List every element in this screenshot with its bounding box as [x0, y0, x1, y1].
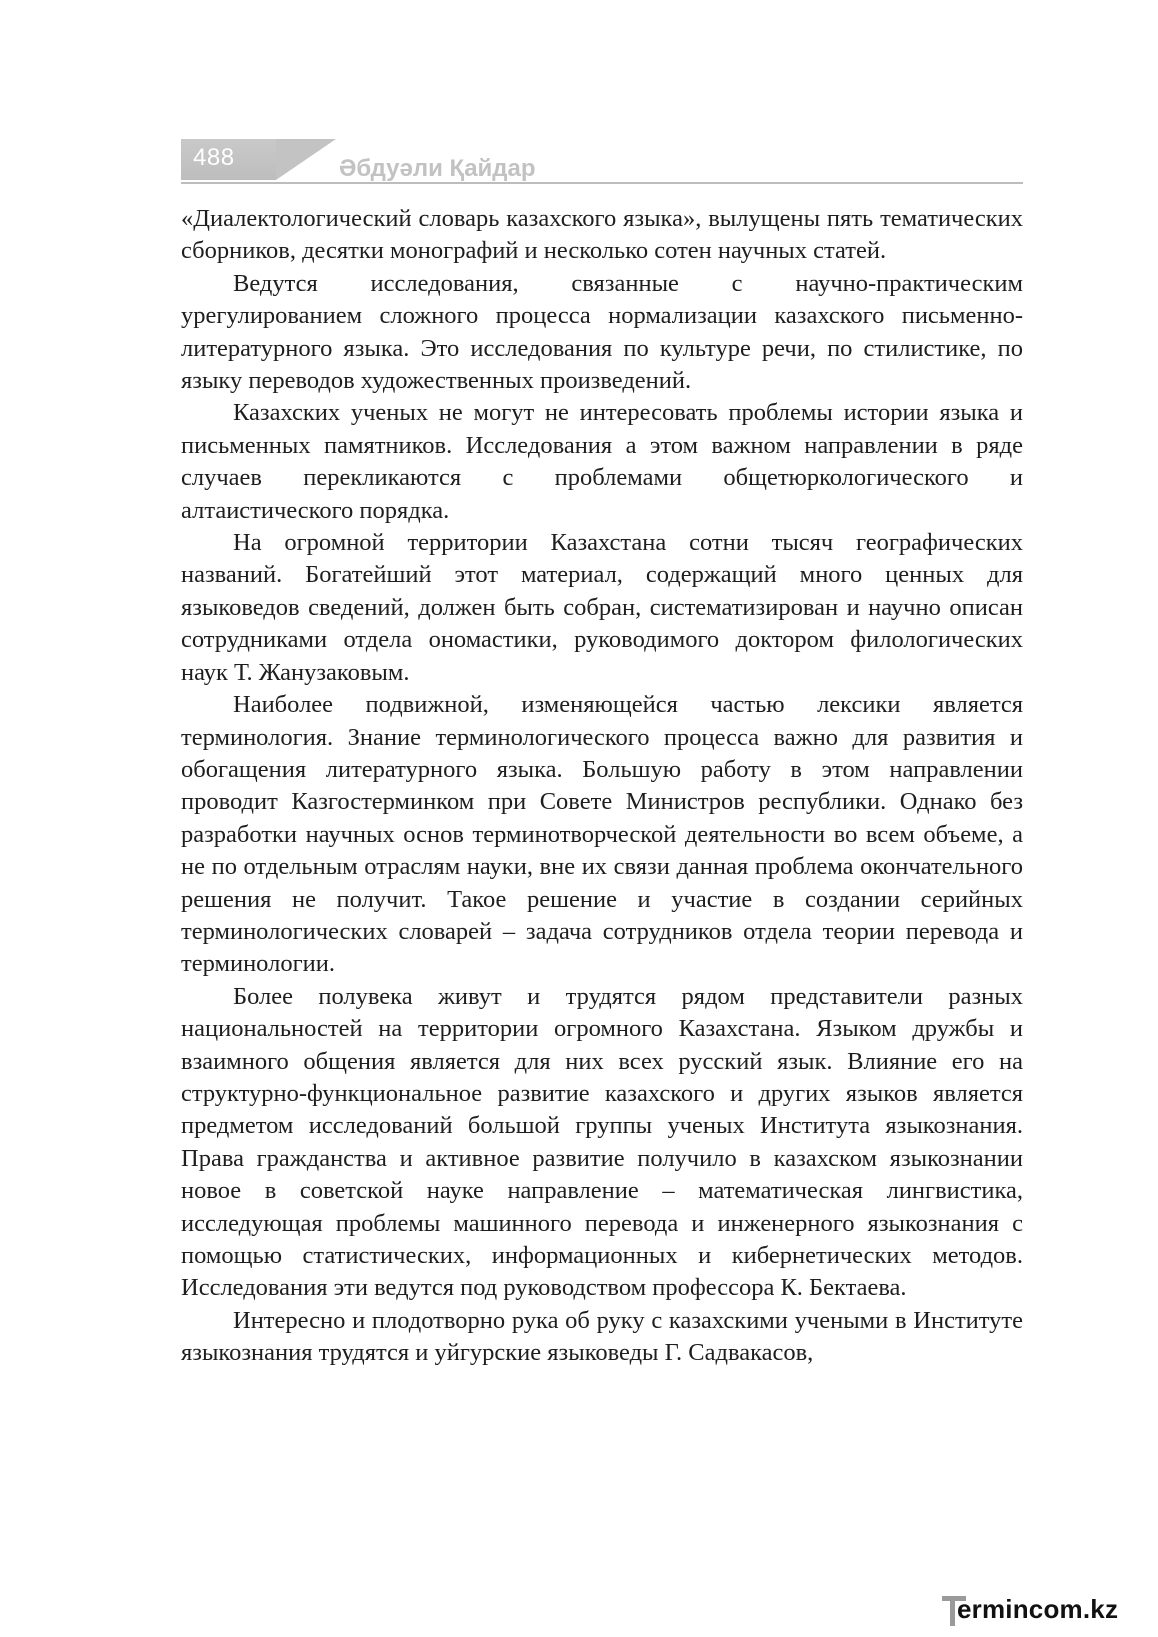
paragraph: Более полувека живут и трудятся рядом представители разных национальностей на территории огромного Казахстана. Языком дружбы и взаимного общения является для них всех русский язык. Влияние его на структурно-функциональное развитие казахского и других языков является предметом исследований большой группы ученых Института языкознания. Права гражданства и активное развитие получило в казахском языкознании новое в советской науке направление – математическая лингвистика, исследующая проблемы машинного перевода и инженерного языкознания с помощью статистических, информационных и кибернетических методов. Исследования эти ведутся под руководством профессора К. Бектаева. [181, 982, 1023, 1302]
header-rule [181, 182, 1023, 184]
watermark [940, 1590, 1145, 1634]
running-title: Әбдуәли Қайдар [339, 155, 536, 182]
paragraph: Казахских ученых не могут не интересовать проблемы истории языка и письменных памятников. Исследования а этом важном направлении в ряде случаев перекликаются с проблемами общетюркологического и алтаистического порядка. [181, 399, 1023, 524]
body-text [181, 203, 1023, 1370]
letter-t-logo-stem [950, 1596, 955, 1626]
paragraph: Наиболее подвижной, изменяющейся частью лексики является терминология. Знание терминологического процесса важно для развития и обогащения литературного языка. Большую работу в этом направлении проводит Казгостерминком при Совете Министров республики. Однако без разработки научных основ терминотворческой деятельности во всем объеме, а не по отдельным отраслям науки, вне их связи данная проблема окончательного решения не получит. Такое решение и участие в создании серийных терминологических словарей – задача сотрудников отдела теории перевода и терминологии. [181, 691, 1023, 978]
paragraph: Интересно и плодотворно рука об руку с казахскими учеными в Институте языкознания трудятся и уйгурские языковеды Г. Садвакасов, [181, 1306, 1023, 1367]
paragraph-continuation: «Диалектологический словарь казахского языка», вылущены пять тематических сборников, десятки монографий и несколько сотен научных статей. [181, 205, 1023, 265]
watermark-text: ermincom.kz [957, 1594, 1119, 1624]
page-number: 488 [193, 144, 235, 171]
page-header [181, 139, 1023, 189]
page-number-tab-wedge [276, 139, 336, 180]
paragraph: Ведутся исследования, связанные с научно-практическим урегулированием сложного процесса нормализации казахского письменно-литературного языка. Это исследования по культуре речи, по стилистике, по языку переводов художественных произведений. [181, 269, 1023, 395]
paragraph: На огромной территории Казахстана сотни тысяч географических названий. Богатейший этот материал, содержащий много ценных для языковедов сведений, должен быть собран, систематизирован и научно описан сотрудниками отдела ономастики, руководимого доктором филологических наук Т. Жанузаковым. [181, 529, 1023, 686]
